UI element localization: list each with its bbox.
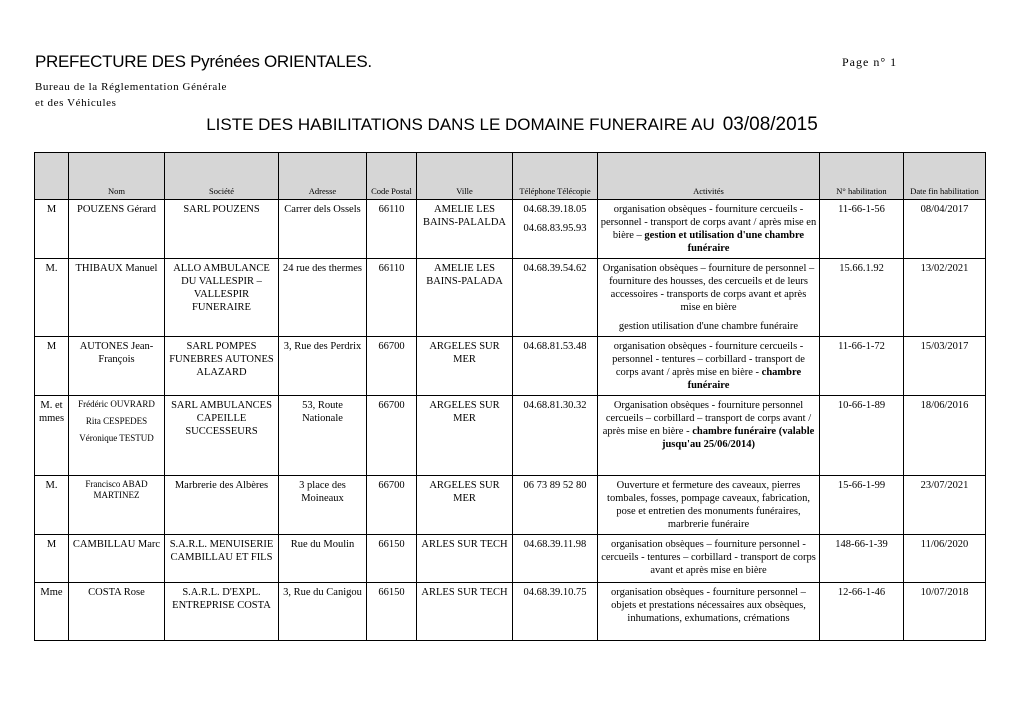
table-row [35, 259, 986, 337]
cell-adresse: 3, Rue du Canigou [279, 583, 367, 641]
cell-adresse: 53, Route Nationale [279, 396, 367, 476]
cell-tel: 04.68.81.30.32 [513, 396, 598, 476]
col-ville: Ville [417, 153, 513, 200]
cell-num: 11-66-1-72 [820, 337, 904, 396]
cell-cp: 66110 [367, 259, 417, 337]
habilitations-table [34, 152, 986, 641]
cell-num: 148-66-1-39 [820, 535, 904, 583]
table-row [35, 337, 986, 396]
cell-activites [598, 259, 820, 337]
activites-text: Organisation obsèques – fourniture de personnel – fourniture des housses, des cercueils et de leurs accessoires - transports de corps avant et après mise en bière [602, 263, 815, 313]
cell-tel: 04.68.39.10.75 [513, 583, 598, 641]
cell-nom: CAMBILLAU Marc [69, 535, 165, 583]
activites-bold: chambre funéraire [687, 367, 802, 391]
activites-bold: chambre funéraire (valable jusqu'au 25/06/2014) [661, 426, 815, 450]
cell-civ: M [35, 337, 69, 396]
cell-num: 10-66-1-89 [820, 396, 904, 476]
cell-date: 18/06/2016 [904, 396, 986, 476]
cell-nom: COSTA Rose [69, 583, 165, 641]
cell-ville: ARGELES SUR MER [417, 337, 513, 396]
cell-ville: AMELIE LES BAINS-PALALDA [417, 200, 513, 259]
cell-date: 23/07/2021 [904, 476, 986, 535]
cell-activites: Ouverture et fermeture des caveaux, pierres tombales, fosses, pompage caveaux, fabrication, pose et entretien des monuments funéraires, marbrerie funéraire [598, 476, 820, 535]
cell-date: 13/02/2021 [904, 259, 986, 337]
activites-text: Organisation obsèques - fourniture personnel cercueils – corbillard – transport de corps avant / après mise en bière - [602, 400, 812, 437]
table-row [35, 476, 986, 535]
activites-text-2: gestion utilisation d'une chambre funéraire [618, 321, 799, 332]
nom-1: Frédéric OUVRARD [78, 399, 155, 409]
cell-date: 08/04/2017 [904, 200, 986, 259]
cell-num: 11-66-1-56 [820, 200, 904, 259]
cell-cp: 66110 [367, 200, 417, 259]
table-row [35, 396, 986, 476]
col-code-postal: Code Postal [367, 153, 417, 200]
cell-date: 10/07/2018 [904, 583, 986, 641]
col-num-habilitation: N° habilitation [820, 153, 904, 200]
cell-civ: M. [35, 259, 69, 337]
title-date: 03/08/2015 [722, 114, 818, 135]
cell-date: 11/06/2020 [904, 535, 986, 583]
col-societe: Société [165, 153, 279, 200]
cell-nom: AUTONES Jean-François [69, 337, 165, 396]
cell-adresse: 3 place des Moineaux [279, 476, 367, 535]
cell-civ: Mme [35, 583, 69, 641]
cell-civ: M. [35, 476, 69, 535]
cell-cp: 66700 [367, 476, 417, 535]
nom-2: Rita CESPEDES [85, 416, 148, 426]
activites-text: organisation obsèques - fourniture cercueils - personnel - transport de corps avant / après mise en bière – [600, 204, 817, 241]
table-header-row [35, 153, 986, 200]
col-date-fin: Date fin habilitation [904, 153, 986, 200]
cell-tel: 04.68.81.53.48 [513, 337, 598, 396]
cell-cp: 66150 [367, 583, 417, 641]
cell-ville: ARLES SUR TECH [417, 583, 513, 641]
bureau-heading [35, 79, 227, 111]
cell-civ: M [35, 535, 69, 583]
table-row [35, 200, 986, 259]
page-number: Page n° 1 [842, 55, 898, 69]
table-row [35, 535, 986, 583]
tel-2: 04.68.83.95.93 [523, 223, 587, 234]
activites-bold: gestion et utilisation d'une chambre funéraire [644, 230, 805, 254]
cell-societe: ALLO AMBULANCE DU VALLESPIR – VALLESPIR FUNERAIRE [165, 259, 279, 337]
cell-nom: POUZENS Gérard [69, 200, 165, 259]
title-text: LISTE DES HABILITATIONS DANS LE DOMAINE FUNERAIRE AU [206, 115, 715, 134]
cell-activites [598, 200, 820, 259]
prefecture-heading: PREFECTURE DES Pyrénées ORIENTALES. [35, 52, 372, 71]
cell-cp: 66700 [367, 337, 417, 396]
cell-societe: SARL POMPES FUNEBRES AUTONES ALAZARD [165, 337, 279, 396]
nom-3: Véronique TESTUD [79, 433, 154, 443]
table-row [35, 583, 986, 641]
cell-tel: 06 73 89 52 80 [513, 476, 598, 535]
cell-adresse: Carrer dels Ossels [279, 200, 367, 259]
cell-activites: organisation obsèques – fourniture personnel - cercueils - tentures – corbillard - transport de corps avant et après mise en bière [598, 535, 820, 583]
cell-cp: 66700 [367, 396, 417, 476]
cell-activites [598, 396, 820, 476]
cell-adresse: Rue du Moulin [279, 535, 367, 583]
cell-activites: organisation obsèques - fourniture personnel – objets et prestations nécessaires aux obsèques, inhumations, exhumations, crémations [598, 583, 820, 641]
cell-num: 15-66-1-99 [820, 476, 904, 535]
cell-societe: SARL POUZENS [165, 200, 279, 259]
bureau-line-1: Bureau de la Réglementation Générale [35, 81, 228, 93]
cell-societe: S.A.R.L. D'EXPL. ENTREPRISE COSTA [165, 583, 279, 641]
cell-num: 12-66-1-46 [820, 583, 904, 641]
cell-ville: ARGELES SUR MER [417, 396, 513, 476]
cell-activites [598, 337, 820, 396]
cell-cp: 66150 [367, 535, 417, 583]
cell-adresse: 3, Rue des Perdrix [279, 337, 367, 396]
col-telephone: Téléphone Télécopie [513, 153, 598, 200]
cell-civ: M. et mmes [35, 396, 69, 476]
cell-nom [69, 396, 165, 476]
cell-tel: 04.68.39.11.98 [513, 535, 598, 583]
col-civ [35, 153, 69, 200]
cell-civ: M [35, 200, 69, 259]
col-activites: Activités [598, 153, 820, 200]
cell-tel: 04.68.39.54.62 [513, 259, 598, 337]
bureau-line-2: et des Véhicules [35, 97, 117, 109]
cell-societe: S.A.R.L. MENUISERIE CAMBILLAU ET FILS [165, 535, 279, 583]
document-title [0, 114, 1024, 136]
col-adresse: Adresse [279, 153, 367, 200]
cell-adresse: 24 rue des thermes [279, 259, 367, 337]
cell-societe: SARL AMBULANCES CAPEILLE SUCCESSEURS [165, 396, 279, 476]
cell-nom: THIBAUX Manuel [69, 259, 165, 337]
cell-tel [513, 200, 598, 259]
cell-num: 15.66.1.92 [820, 259, 904, 337]
col-nom: Nom [69, 153, 165, 200]
tel-1: 04.68.39.18.05 [523, 204, 587, 215]
activites-text: organisation obsèques - fourniture cercueils - personnel - tentures – corbillard - transport de corps avant / après mise en bière - [612, 341, 805, 378]
cell-date: 15/03/2017 [904, 337, 986, 396]
cell-ville: ARGELES SUR MER [417, 476, 513, 535]
cell-ville: AMELIE LES BAINS-PALADA [417, 259, 513, 337]
cell-nom: Francisco ABAD MARTINEZ [69, 476, 165, 535]
cell-societe: Marbrerie des Albères [165, 476, 279, 535]
cell-ville: ARLES SUR TECH [417, 535, 513, 583]
